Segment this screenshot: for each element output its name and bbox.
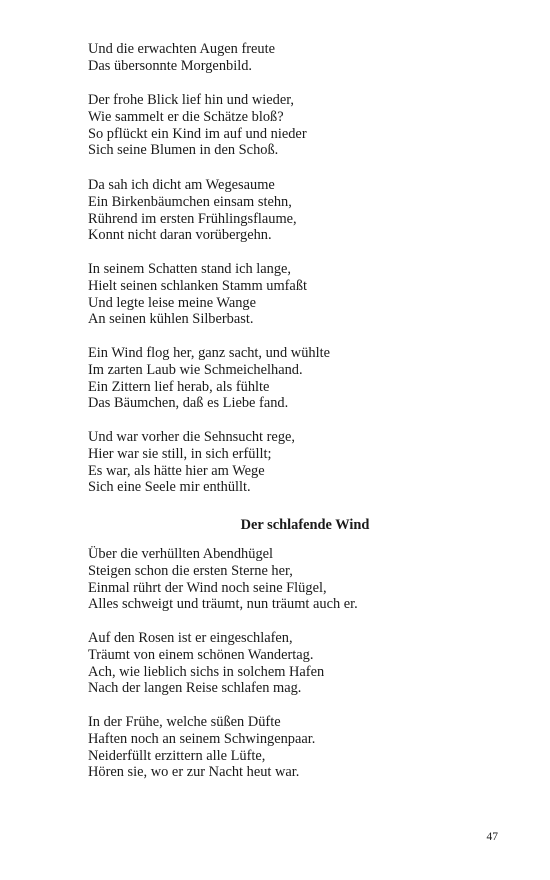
- poem-line: In seinem Schatten stand ich lange,: [88, 261, 292, 277]
- poem-line: Neiderfüllt erzittern alle Lüfte,: [88, 747, 266, 764]
- poem-line: Träumt von einem schönen Wandertag.: [88, 646, 314, 663]
- poem-line: Auf den Rosen ist er eingeschlafen,: [88, 630, 293, 646]
- poem-line: Sich eine Seele mir enthüllt.: [88, 479, 251, 496]
- poem-line: Der frohe Blick lief hin und wieder,: [88, 92, 295, 108]
- page-number: 47: [486, 831, 498, 843]
- poem-line: Hören sie, wo er zur Nacht heut war.: [88, 764, 300, 781]
- poem1-stanza-2: [88, 92, 307, 159]
- poem-line: Einmal rührt der Wind noch seine Flügel,: [88, 579, 327, 596]
- poem-line: Rührend im ersten Frühlingsflaume,: [88, 210, 297, 227]
- poem-line: Ach, wie lieblich sichs in solchem Hafen: [88, 663, 325, 680]
- poem1-stanza-3: [88, 177, 297, 244]
- poem-line: Im zarten Laub wie Schmeichelhand.: [88, 361, 303, 378]
- poem-line: Das übersonnte Morgenbild.: [88, 57, 253, 74]
- poem-line: Und war vorher die Sehnsucht rege,: [88, 429, 295, 445]
- poem-line: An seinen kühlen Silberbast.: [88, 311, 254, 328]
- poem-line: Ein Wind flog her, ganz sacht, und wühlte: [88, 345, 330, 361]
- poem1-stanza-6: [88, 429, 295, 496]
- poem1-stanza-4: [88, 261, 307, 328]
- poem-line: Es war, als hätte hier am Wege: [88, 462, 265, 479]
- poem-line: In der Frühe, welche süßen Düfte: [88, 714, 281, 730]
- poem-line: Und die erwachten Augen freute: [88, 41, 276, 57]
- poem-line: Steigen schon die ersten Sterne her,: [88, 562, 293, 579]
- poem-line: Über die verhüllten Abendhügel: [88, 546, 274, 562]
- poem-title: Der schlafende Wind: [240, 517, 370, 533]
- poem-line: Alles schweigt und träumt, nun träumt auch er.: [88, 596, 358, 613]
- poem-line: Ein Zittern lief herab, als fühlte: [88, 378, 270, 395]
- poem-line: Haften noch an seinem Schwingenpaar.: [88, 730, 316, 747]
- poem-line: So pflückt ein Kind im auf und nieder: [88, 125, 307, 142]
- poem-line: Hier war sie still, in sich erfüllt;: [88, 445, 272, 462]
- poem2-stanza-1: [88, 546, 358, 613]
- poem-line: Nach der langen Reise schlafen mag.: [88, 680, 302, 697]
- poem-line: Ein Birkenbäumchen einsam stehn,: [88, 193, 292, 210]
- poem-line: Hielt seinen schlanken Stamm umfaßt: [88, 277, 308, 294]
- poem-line: Und legte leise meine Wange: [88, 294, 257, 311]
- poem2-stanza-3: [88, 714, 315, 781]
- poem-line: Wie sammelt er die Schätze bloß?: [88, 108, 284, 125]
- poem-line: Sich seine Blumen in den Schoß.: [88, 142, 279, 159]
- poem-line: Konnt nicht daran vorübergehn.: [88, 227, 272, 244]
- poem-line: Das Bäumchen, daß es Liebe fand.: [88, 395, 289, 412]
- poem2-stanza-2: [88, 630, 324, 697]
- poem-line: Da sah ich dicht am Wegesaume: [88, 177, 275, 193]
- poem1-stanza-5: [88, 345, 330, 412]
- poem1-stanza-1: [88, 41, 275, 75]
